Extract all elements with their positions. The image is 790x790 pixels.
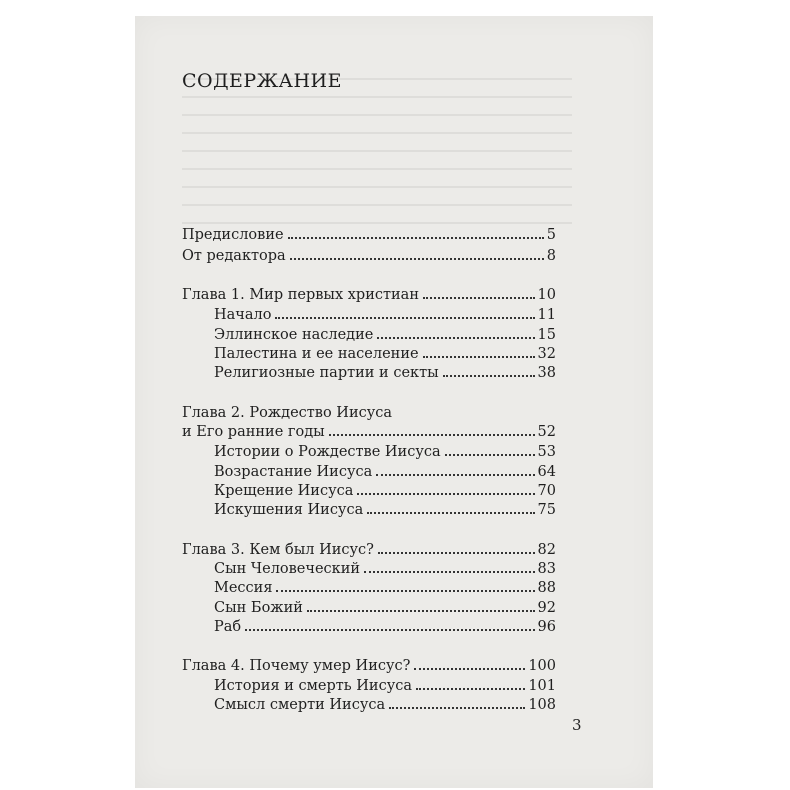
toc-entry-title: Глава 4. Почему умер Иисус? — [182, 658, 411, 674]
dot-leader — [445, 454, 535, 456]
dot-leader — [443, 375, 535, 377]
toc-entry-title: Возрастание Иисуса — [214, 464, 373, 480]
dot-leader — [275, 317, 534, 319]
dot-leader — [276, 590, 534, 592]
dot-leader — [389, 707, 525, 709]
toc-entry-page: 5 — [546, 227, 556, 243]
toc-subentry — [214, 616, 556, 638]
toc-entry-page: 15 — [537, 327, 556, 343]
toc-entry-title: Смысл смерти Иисуса — [214, 697, 386, 713]
toc-entry-title: Раб — [214, 619, 242, 635]
dot-leader — [376, 474, 534, 476]
dot-leader — [416, 688, 525, 690]
toc-subentry — [214, 694, 556, 716]
toc-entry-page: 10 — [537, 287, 556, 303]
toc-entry-title: Глава 1. Мир первых христиан — [182, 287, 419, 303]
dot-leader — [357, 493, 534, 495]
dot-leader — [423, 356, 535, 358]
toc-entry-page: 83 — [537, 561, 556, 577]
toc-entry-page: 101 — [528, 678, 556, 694]
toc-chapter-entry — [182, 655, 556, 677]
toc-subentry — [214, 362, 556, 384]
toc-entry-title: Искушения Иисуса — [214, 502, 364, 518]
dot-leader — [364, 571, 534, 573]
toc-entry-title: и Его ранние годы — [182, 424, 325, 440]
toc-entry-title: Религиозные партии и секты — [214, 365, 439, 381]
toc-entry-page: 70 — [537, 483, 556, 499]
toc-subentry — [214, 304, 556, 326]
toc-entry-page: 88 — [537, 580, 556, 596]
toc-chapter-entry-line1: Глава 2. Рождество Иисуса — [182, 405, 393, 421]
toc-subentry — [214, 577, 556, 599]
dot-leader — [288, 237, 544, 239]
dot-leader — [423, 297, 535, 299]
toc-entry-page: 38 — [537, 365, 556, 381]
toc-entry-page: 32 — [537, 346, 556, 362]
toc-entry-page: 53 — [537, 444, 556, 460]
toc-entry-page: 52 — [537, 424, 556, 440]
toc-entry-title: Эллинское наследие — [214, 327, 374, 343]
toc-entry-title: Палестина и ее население — [214, 346, 419, 362]
dot-leader — [378, 552, 535, 554]
toc-subentry — [214, 441, 556, 463]
toc-entry-page: 64 — [537, 464, 556, 480]
toc-entry-page: 8 — [546, 248, 556, 264]
toc-entry-page: 82 — [537, 542, 556, 558]
toc-entry-title: Глава 3. Кем был Иисус? — [182, 542, 374, 558]
dot-leader — [290, 258, 544, 260]
toc-entry-title: Крещение Иисуса — [214, 483, 354, 499]
toc-entry-page: 96 — [537, 619, 556, 635]
dot-leader — [245, 629, 534, 631]
toc-entry-page: 100 — [528, 658, 556, 674]
dot-leader — [414, 668, 525, 670]
toc-subentry — [214, 499, 556, 521]
toc-chapter-entry — [182, 284, 556, 306]
toc-entry-page: 92 — [537, 600, 556, 616]
toc-entry-title: От редактора — [182, 248, 286, 264]
page-number: 3 — [572, 716, 582, 734]
toc-entry — [182, 224, 556, 246]
toc-entry-title: История и смерть Иисуса — [214, 678, 413, 694]
toc-entry-title: Сын Божий — [214, 600, 303, 616]
toc-entry-title: Мессия — [214, 580, 273, 596]
dot-leader — [367, 512, 534, 514]
toc-entry-page: 75 — [537, 502, 556, 518]
bleed-through-texture — [182, 78, 572, 228]
toc-entry-page: 108 — [528, 697, 556, 713]
dot-leader — [307, 610, 535, 612]
page-title: СОДЕРЖАНИЕ — [182, 70, 342, 92]
dot-leader — [377, 337, 534, 339]
toc-entry-title: Начало — [214, 307, 272, 323]
toc-entry-title: Сын Человеческий — [214, 561, 361, 577]
toc-entry-title: Предисловие — [182, 227, 284, 243]
dot-leader — [329, 434, 535, 436]
toc-chapter-entry — [182, 421, 556, 443]
toc-entry-page: 11 — [537, 307, 556, 323]
toc-entry — [182, 245, 556, 267]
toc-entry-title: Истории о Рождестве Иисуса — [214, 444, 441, 460]
